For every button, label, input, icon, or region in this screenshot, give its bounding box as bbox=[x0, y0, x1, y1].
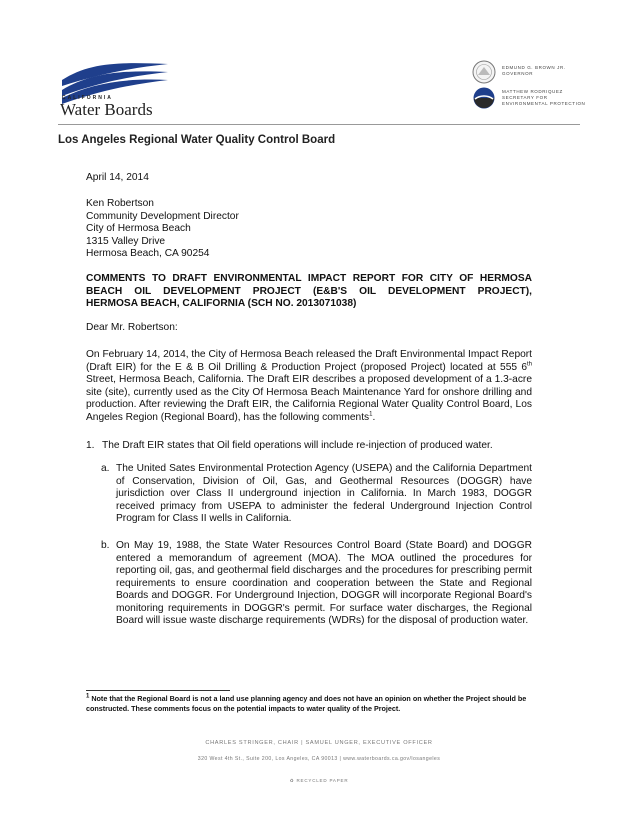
comment-item-1b bbox=[101, 540, 532, 628]
footer-officers: CHARLES STRINGER, CHAIR | SAMUEL UNGER, EXECUTIVE OFFICER bbox=[205, 740, 433, 746]
footnote-number: 1 bbox=[86, 693, 90, 700]
subject-line-3: HERMOSA BEACH, CALIFORNIA (SCH NO. 2013071038) bbox=[86, 298, 357, 309]
intro-superscript: th bbox=[526, 361, 532, 368]
recipient-org: City of Hermosa Beach bbox=[86, 223, 191, 234]
salutation: Dear Mr. Robertson: bbox=[86, 322, 178, 333]
footnote bbox=[86, 694, 532, 714]
state-seal-icon bbox=[472, 60, 496, 84]
item-1a-label: a. bbox=[101, 463, 110, 474]
secretary-title-2: ENVIRONMENTAL PROTECTION bbox=[502, 101, 586, 106]
secretary-name: MATTHEW RODRIQUEZ bbox=[502, 89, 563, 94]
recipient-title: Community Development Director bbox=[86, 210, 239, 222]
comment-item-1 bbox=[86, 440, 532, 453]
footnote-text: Note that the Regional Board is not a land use planning agency and does not have an opinion on whether the Project should be constructed. These comments focus on the potential impacts to water quality of the Project. bbox=[86, 694, 527, 713]
subject-line-1: COMMENTS TO DRAFT ENVIRONMENTAL IMPACT REPORT FOR CITY OF HERMOSA bbox=[86, 273, 532, 284]
recipient-city: Hermosa Beach, CA 90254 bbox=[86, 248, 210, 259]
footer-recycled bbox=[0, 778, 638, 784]
subject-line-2: BEACH OIL DEVELOPMENT PROJECT (E&B'S OIL DEVELOPMENT PROJECT), bbox=[86, 285, 532, 297]
intro-text-a: On February 14, 2014, the City of Hermosa Beach released the Draft Environmental Impact Report (Draft EIR) for the E & B Oil Drilling & Production Project (proposed Project) located at 555 6 bbox=[86, 349, 532, 373]
secretary-title-1: SECRETARY FOR bbox=[502, 95, 548, 100]
intro-text-b: Street, Hermosa Beach, California. The Draft EIR describes a proposed development of a 1.3-acre site (site), currently used as the City Of Hermosa Beach Maintenance Yard for onshore drilling and production. After reviewing the Draft EIR, the California Regional Water Quality Control Board, Los Angeles Region (Regional Board), has the following comments bbox=[86, 374, 532, 423]
recycled-text: RECYCLED PAPER bbox=[296, 778, 349, 783]
recipient-address bbox=[86, 198, 239, 261]
subject-line bbox=[86, 273, 532, 311]
governor-block bbox=[502, 65, 566, 77]
calepa-logo-icon bbox=[472, 86, 496, 110]
letter-date: April 14, 2014 bbox=[86, 172, 149, 183]
governor-title: GOVERNOR bbox=[502, 71, 534, 76]
board-name: Los Angeles Regional Water Quality Control Board bbox=[58, 134, 336, 146]
recipient-street: 1315 Valley Drive bbox=[86, 235, 166, 247]
footnote-divider bbox=[86, 690, 230, 691]
item-1-text: The Draft EIR states that Oil field operations will include re-injection of produced water. bbox=[102, 440, 493, 451]
logo-state-text: CALIFORNIA bbox=[62, 95, 113, 101]
recycle-icon: ♻ bbox=[289, 778, 295, 783]
governor-name: EDMUND G. BROWN JR. bbox=[502, 65, 566, 70]
item-1b-text: On May 19, 1988, the State Water Resources Control Board (State Board) and DOGGR entered a memorandum of agreement (MOA). The MOA outlined the procedures for reporting oil, gas, and geothermal field discharges and the procedures for prescribing permit requirements to ensure coordination and cooperation between the State and Regional Boards and DOGGR. For Underground Injection, DOGGR will incorporate Regional Board's monitoring requirements in DOGGR's permit. For surface water discharges, the Regional Board will issue waste discharge requirements (WDRs) for the disposal of production water. bbox=[116, 540, 532, 626]
recipient-name: Ken Robertson bbox=[86, 198, 154, 209]
item-1a-text: The United Sates Environmental Protection Agency (USEPA) and the California Department of Conservation, Division of Oil, Gas, and Geothermal Resources (DOGGR) have jurisdiction over Class II underground injection in California. In March 1983, DOGGR received primacy from USEPA to administer the federal Underground Injection Control Program for Class II wells in California. bbox=[116, 463, 532, 524]
intro-end: . bbox=[372, 411, 376, 423]
item-1b-label: b. bbox=[101, 540, 110, 551]
footer-address: 320 West 4th St., Suite 200, Los Angeles, CA 90013 | www.waterboards.ca.gov/losangeles bbox=[197, 756, 441, 762]
comment-item-1a bbox=[101, 463, 532, 526]
footnote-ref[interactable]: 1 bbox=[369, 411, 373, 418]
secretary-block bbox=[502, 89, 585, 107]
logo-agency-text: Water Boards bbox=[60, 100, 153, 119]
item-1-number: 1. bbox=[86, 440, 95, 451]
header-divider bbox=[58, 124, 580, 125]
intro-paragraph bbox=[86, 349, 532, 424]
